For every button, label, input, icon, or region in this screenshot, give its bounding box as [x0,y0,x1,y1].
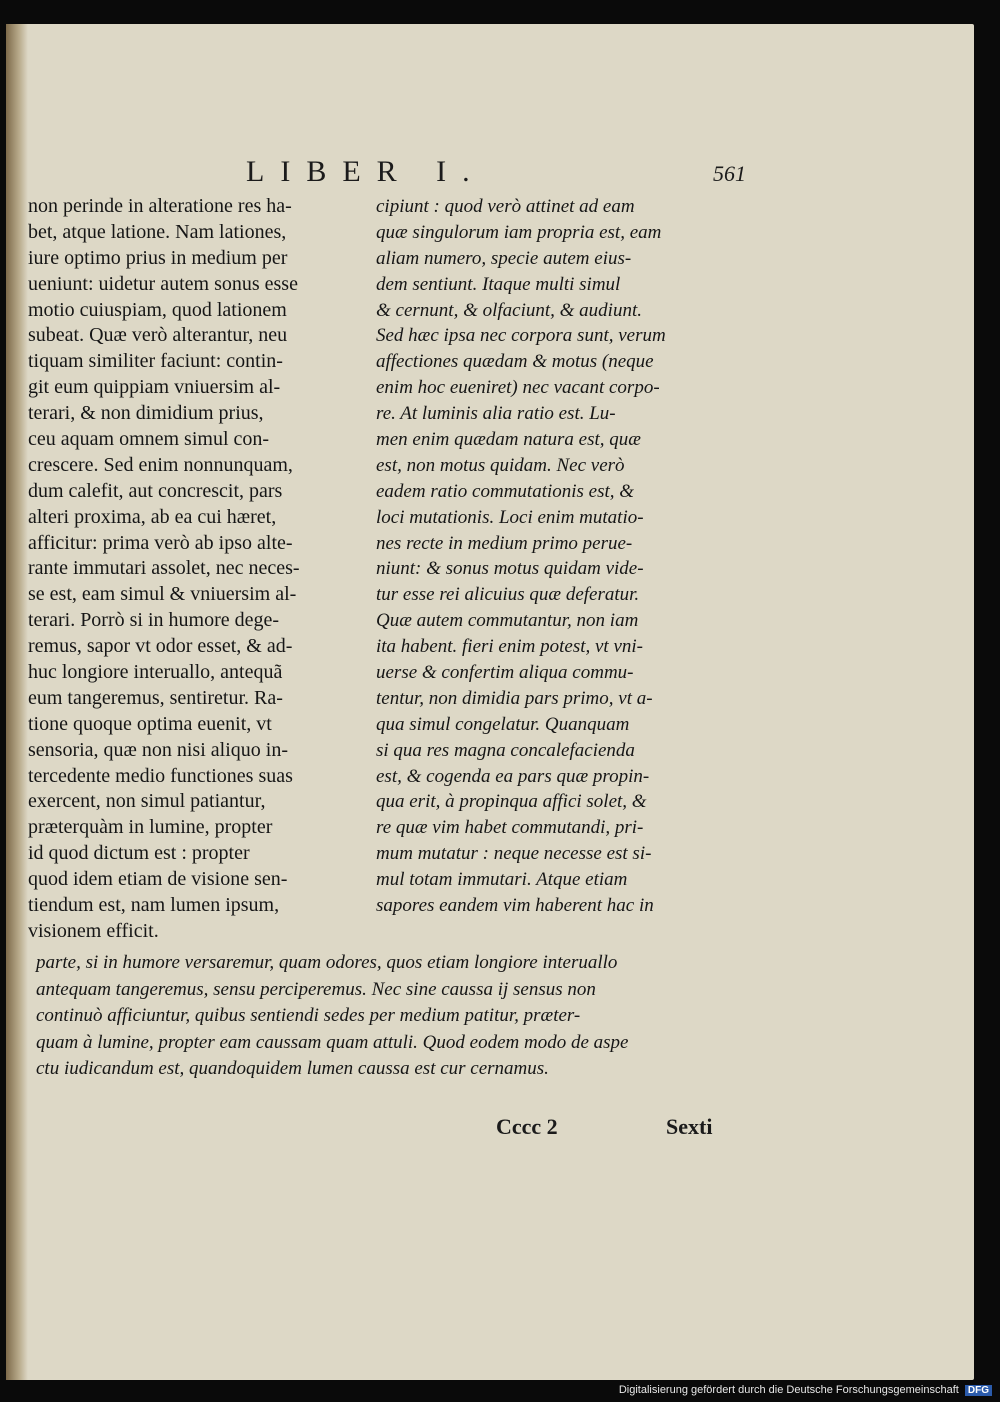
bottom-text-line: quam à lumine, propter eam caussam quam attuli. Quod eodem modo de aspe [36,1031,629,1053]
left-text-line: se est, eam simul & vniuersim al- [28,583,297,606]
left-column-text [28,194,368,945]
bottom-text-line: antequam tangeremus, sensu perciperemus. Nec sine caussa ij sensus non [36,978,596,1000]
right-text-line: eadem ratio commutationis est, & [376,480,635,502]
left-text-line: ceu aquam omnem simul con- [28,428,270,451]
signature-mark: Cccc 2 [496,1114,558,1139]
bottom-full-width-text [36,950,721,1083]
left-text-line: alteri proxima, ab ea cui hæret, [28,505,277,528]
right-text-line: enim hoc eueniret) nec vacant corpo- [376,377,660,399]
left-text-line: iure optimo prius in medium per [28,246,288,269]
right-text-line: mul totam immutari. Atque etiam [376,869,628,891]
left-text-line: afficitur: prima verò ab ipso alte- [28,531,293,554]
left-text-line: id quod dictum est : propter [28,842,250,865]
right-text-line: dem sentiunt. Itaque multi simul [376,273,621,295]
left-text-line: ueniunt: uidetur autem sonus esse [28,272,298,295]
right-text-line: tentur, non dimidia pars primo, vt a- [376,687,653,709]
credit-text: Digitalisierung gefördert durch die Deutsche Forschungsgemeinschaft [618,1384,959,1396]
bottom-text-line: ctu iudicandum est, quandoquidem lumen caussa est cur cernamus. [36,1058,549,1079]
left-text-line: terari, & non dimidium prius, [28,402,264,425]
book-page [6,24,974,1380]
right-text-line: qua erit, à propinqua affici solet, & [376,791,647,813]
left-text-line: præterquàm in lumine, propter [28,816,273,839]
left-text-line: motio cuiuspiam, quod lationem [28,298,287,321]
left-text-line: sensoria, quæ non nisi aliquo in- [28,738,288,761]
left-text-line: tiquam similiter faciunt: contin- [28,350,283,373]
left-text-line: huc longiore interuallo, antequã [28,661,283,684]
dfg-logo: DFG [965,1385,992,1396]
left-text-line: tione quoque optima euenit, vt [28,712,272,735]
right-column-text [376,194,721,919]
right-text-line: nes recte in medium primo perue- [376,532,633,554]
right-text-line: uerse & confertim aliqua commu- [376,662,634,684]
left-text-line: tiendum est, nam lumen ipsum, [28,894,280,917]
right-text-line: qua simul congelatur. Quanquam [376,713,630,735]
page-number: 561 [713,161,746,186]
right-text-line: est, non motus quidam. Nec verò [376,454,625,476]
right-text-line: si qua res magna concalefacienda [376,739,635,761]
left-text-line: tercedente medio functiones suas [28,764,293,787]
left-text-line: eum tangeremus, sentiretur. Ra- [28,686,283,709]
right-text-line: niunt: & sonus motus quidam vide- [376,558,644,580]
catchword: Sexti [666,1114,713,1139]
left-text-line: exercent, non simul patiantur, [28,790,266,813]
right-text-line: aliam numero, specie autem eius- [376,247,632,269]
page-header [246,155,746,191]
bottom-text-line: parte, si in humore versaremur, quam odores, quos etiam longiore interuallo [36,952,618,973]
right-text-line: quæ singulorum iam propria est, eam [376,221,662,243]
right-text-line: loci mutationis. Loci enim mutatio- [376,506,644,528]
right-text-line: re quæ vim habet commutandi, pri- [376,817,644,839]
right-text-line: ita habent. fieri enim potest, vt vni- [376,636,644,658]
right-text-line: re. At luminis alia ratio est. Lu- [376,403,616,425]
right-text-line: mum mutatur : neque necesse est si- [376,843,652,865]
left-text-line: bet, atque latione. Nam lationes, [28,220,287,243]
left-text-line: remus, sapor vt odor esset, & ad- [28,635,293,658]
right-text-line: cipiunt : quod verò attinet ad eam [376,196,635,217]
left-text-line: git eum quippiam vniuersim al- [28,376,281,399]
right-text-line: Sed hæc ipsa nec corpora sunt, verum [376,325,666,347]
left-text-line: crescere. Sed enim nonnunquam, [28,453,293,476]
gutter-stain [6,24,28,1380]
left-text-line: terari. Porrò si in humore dege- [28,609,280,632]
left-text-line: visionem efficit. [28,919,159,942]
bottom-text-line: continuò afficiuntur, quibus sentiendi sedes per medium patitur, præter- [36,1005,581,1026]
right-text-line: & cernunt, & olfaciunt, & audiunt. [376,299,642,321]
digitization-credit [619,1384,992,1396]
right-text-line: Quæ autem commutantur, non iam [376,610,639,632]
right-text-line: affectiones quædam & motus (neque [376,351,654,373]
left-text-line: dum calefit, aut concrescit, pars [28,479,283,502]
right-text-line: est, & cogenda ea pars quæ propin- [376,765,650,787]
left-text-line: rante immutari assolet, nec neces- [28,557,300,580]
right-text-line: tur esse rei alicuius quæ deferatur. [376,584,640,606]
left-text-line: subeat. Quæ verò alterantur, neu [28,324,288,347]
right-text-line: men enim quædam natura est, quæ [376,429,641,451]
running-title: LIBER I. [246,155,486,188]
left-text-line: non perinde in alteratione res ha- [28,195,292,217]
left-text-line: quod idem etiam de visione sen- [28,868,288,891]
right-text-line: sapores eandem vim haberent hac in [376,895,654,917]
